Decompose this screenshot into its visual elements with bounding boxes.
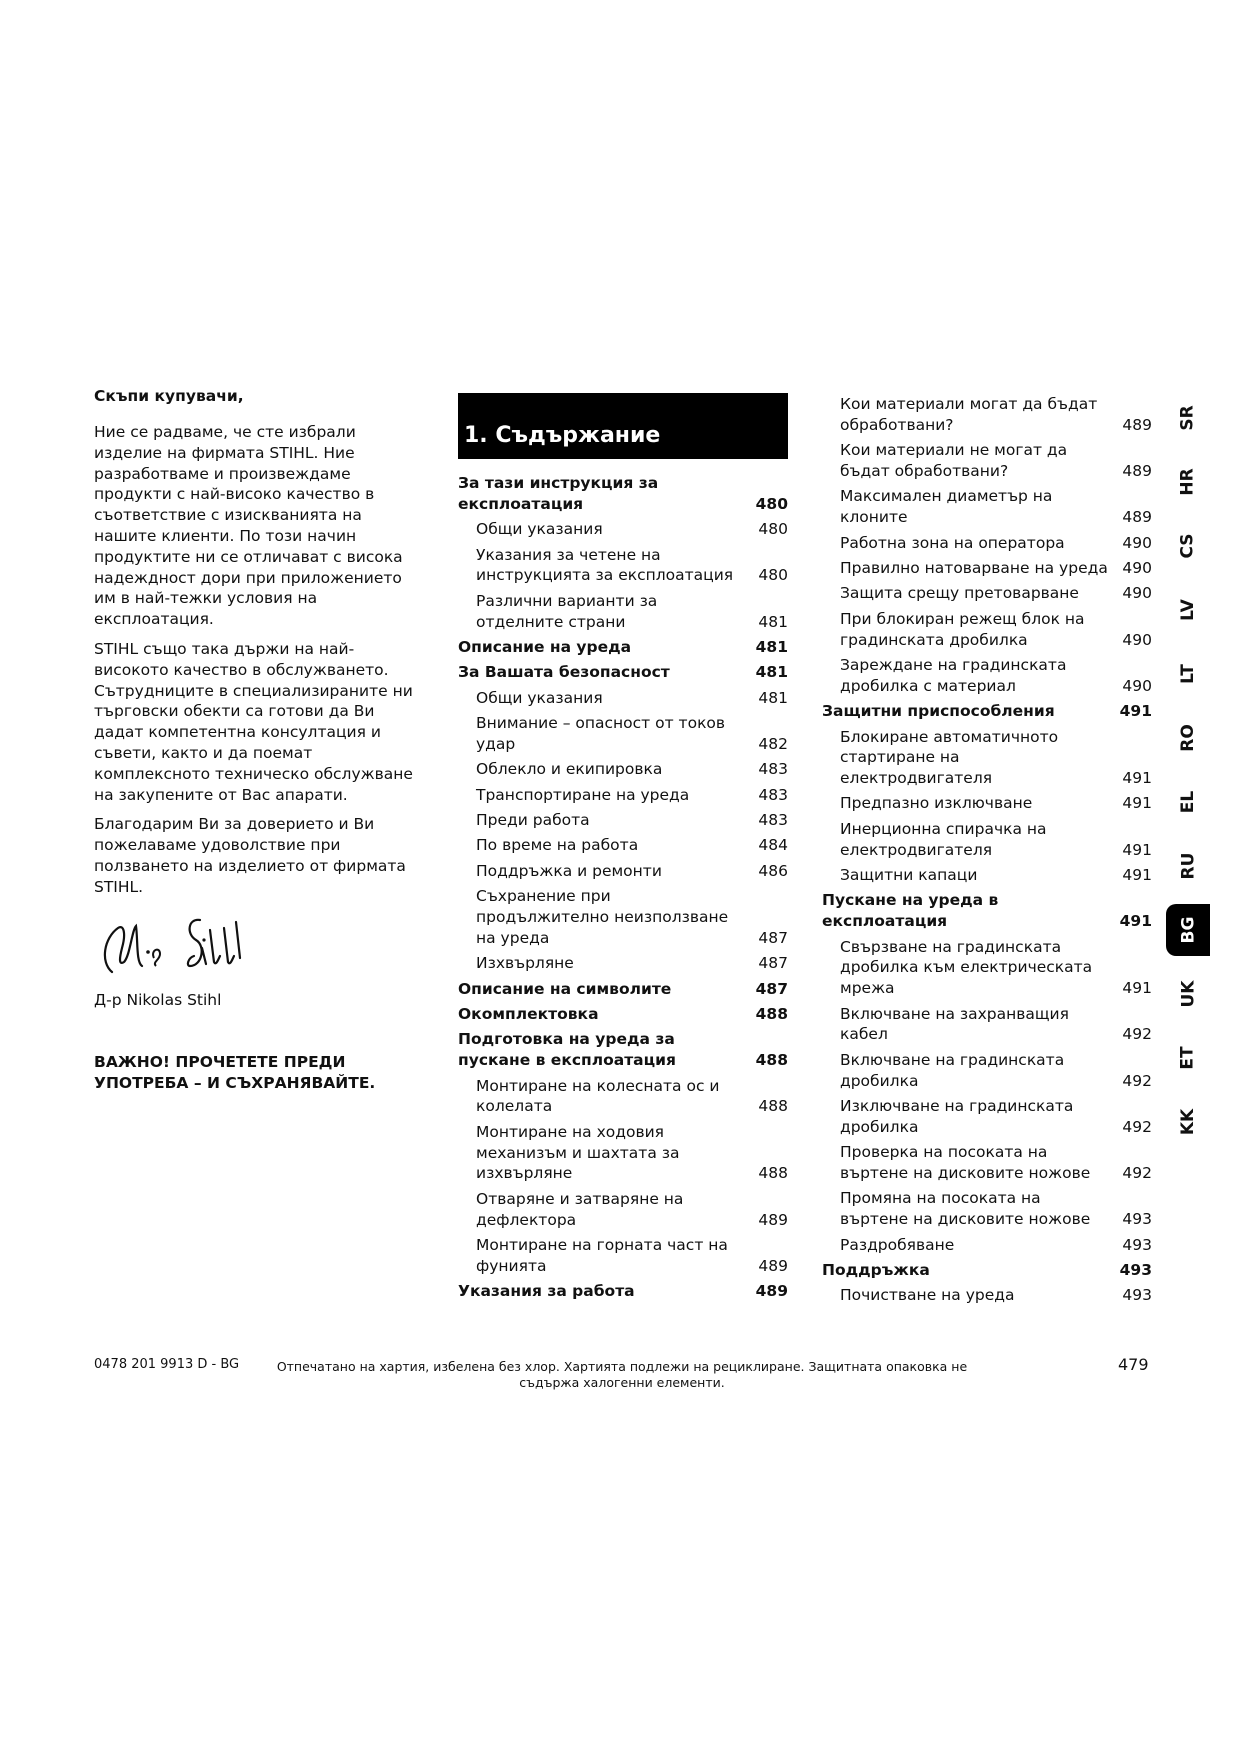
toc-section[interactable] — [822, 701, 1152, 722]
toc-subsection[interactable] — [822, 486, 1152, 528]
print-note: Отпечатано на хартия, избелена без хлор. Хартията подлежи на рециклиране. Защитната опаковка не съдържа халогенни елементи. — [276, 1359, 968, 1390]
toc-entry-title: По време на работа — [476, 836, 639, 855]
toc-entry-page: 491 — [1122, 769, 1152, 788]
toc-entry-page: 491 — [1122, 794, 1152, 813]
toc-entry-page: 480 — [758, 566, 788, 585]
toc-subsection[interactable] — [822, 558, 1152, 579]
toc-entry-title: Поддръжка и ремонти — [476, 861, 662, 880]
toc-entry-page: 487 — [758, 954, 788, 973]
toc-subsection[interactable] — [458, 861, 788, 882]
toc-entry-title: Зареждане на градинската дробилка с материал — [840, 655, 1067, 695]
toc-subsection[interactable] — [458, 545, 788, 587]
toc-entry-title: Преди работа — [476, 811, 590, 830]
toc-entry-title: Монтиране на колесната ос и колелата — [476, 1076, 720, 1116]
toc-entry-page: 488 — [758, 1164, 788, 1183]
toc-entry-page: 488 — [755, 1051, 788, 1070]
toc-entry-title: Промяна на посоката на въртене на дисковите ножове — [840, 1189, 1091, 1229]
toc-subsection[interactable] — [822, 583, 1152, 604]
toc-entry-page: 490 — [1122, 558, 1152, 577]
language-tab-ru[interactable] — [1166, 840, 1210, 892]
toc-entry-page: 486 — [758, 861, 788, 880]
toc-list-1 — [458, 473, 788, 1302]
letter-paragraph-3: Благодарим Ви за доверието и Ви пожелаваме удоволствие при ползването на изделието от фирмата STIHL. — [94, 815, 406, 896]
toc-entry-title: Отваряне и затваряне на дефлектора — [476, 1189, 684, 1229]
toc-entry-page: 483 — [758, 760, 788, 779]
toc-entry-page: 490 — [1122, 584, 1152, 603]
toc-subsection[interactable] — [822, 394, 1152, 436]
toc-entry-title: Правилно натоварване на уреда — [840, 558, 1108, 577]
toc-entry-page: 484 — [758, 836, 788, 855]
toc-entry-title: Кои материали могат да бъдат обработвани? — [840, 395, 1098, 434]
toc-section[interactable] — [458, 473, 788, 515]
important-notice: ВАЖНО! ПРОЧЕТЕТЕ ПРЕДИ УПОТРЕБА – И СЪХРАНЯВАЙТЕ. — [94, 1053, 376, 1092]
toc-subsection[interactable] — [458, 1189, 788, 1231]
toc-entry-page: 487 — [755, 979, 788, 998]
toc-subsection[interactable] — [822, 1285, 1152, 1306]
toc-entry-page: 492 — [1122, 1163, 1152, 1182]
toc-entry-title: Подготовка на уреда за пускане в експлоатация — [458, 1030, 676, 1070]
language-tab-label: SR — [1178, 405, 1198, 431]
toc-subsection[interactable] — [822, 865, 1152, 886]
language-tab-bg[interactable] — [1166, 904, 1210, 956]
toc-title-text: 1. Съдържание — [464, 423, 661, 448]
toc-entry-page: 491 — [1122, 866, 1152, 885]
toc-entry-title: При блокиран режещ блок на градинската дробилка — [840, 609, 1085, 649]
document-code: 0478 201 9913 D - BG — [94, 1357, 240, 1372]
language-tab-label: LT — [1178, 664, 1198, 684]
toc-entry-page: 482 — [758, 734, 788, 753]
language-tab-label: BG — [1177, 916, 1198, 944]
toc-title — [458, 393, 788, 459]
toc-entry-page: 493 — [1122, 1286, 1152, 1305]
toc-entry-title: Облекло и екипировка — [476, 760, 663, 779]
toc-entry-title: Окомплектовка — [458, 1005, 599, 1024]
language-tab-label: RO — [1177, 724, 1198, 752]
toc-entry-title: Описание на уреда — [458, 637, 632, 656]
toc-subsection[interactable] — [458, 519, 788, 540]
language-tab-lt[interactable] — [1166, 648, 1210, 700]
toc-subsection[interactable] — [458, 688, 788, 709]
toc-section[interactable] — [458, 637, 788, 658]
toc-entry-page: 491 — [1122, 979, 1152, 998]
toc-entry-page: 490 — [1122, 676, 1152, 695]
toc-entry-title: Предпазно изключване — [840, 794, 1033, 813]
toc-entry-page: 489 — [758, 1256, 788, 1275]
toc-subsection[interactable] — [458, 713, 788, 755]
toc-subsection[interactable] — [458, 953, 788, 974]
toc-entry-page: 490 — [1122, 630, 1152, 649]
toc-entry-page: 480 — [758, 520, 788, 539]
toc-section[interactable] — [822, 890, 1152, 932]
language-tab-label: LV — [1178, 599, 1198, 621]
toc-subsection[interactable] — [822, 533, 1152, 554]
language-tab-label: RU — [1178, 852, 1198, 880]
language-tabs — [1166, 392, 1210, 1152]
language-tab-cs[interactable] — [1166, 520, 1210, 572]
toc-entry-title: Включване на захранващия кабел — [840, 1004, 1069, 1044]
toc-entry-title: Транспортиране на уреда — [476, 785, 690, 804]
toc-subsection[interactable] — [458, 1076, 788, 1118]
language-tab-kk[interactable] — [1166, 1096, 1210, 1148]
toc-entry-page: 481 — [758, 612, 788, 631]
page-number: 479 — [1118, 1355, 1149, 1374]
letter-greeting: Скъпи купувачи, — [94, 387, 244, 405]
toc-entry-title: Различни варианти за отделните страни — [476, 591, 658, 631]
toc-subsection[interactable] — [822, 609, 1152, 651]
toc-entry-page: 491 — [1119, 912, 1152, 931]
toc-entry-page: 489 — [758, 1210, 788, 1229]
toc-entry-title: За Вашата безопасност — [458, 663, 670, 682]
toc-entry-page: 481 — [755, 663, 788, 682]
toc-entry-title: Раздробяване — [840, 1235, 955, 1254]
toc-entry-title: Свързване на градинската дробилка към електрическата мрежа — [840, 937, 1093, 998]
toc-subsection[interactable] — [458, 1122, 788, 1184]
language-tab-label: UK — [1177, 980, 1198, 1008]
toc-entry-title: Указания за работа — [458, 1282, 635, 1301]
signature-image — [90, 900, 260, 990]
toc-subsection[interactable] — [822, 1050, 1152, 1092]
toc-entry-page: 492 — [1122, 1025, 1152, 1044]
toc-entry-title: Максимален диаметър на клоните — [840, 487, 1053, 527]
toc-entry-title: Монтиране на горната част на фунията — [476, 1235, 728, 1275]
toc-subsection[interactable] — [458, 1235, 788, 1277]
toc-section[interactable] — [458, 1004, 788, 1025]
toc-subsection[interactable] — [458, 886, 788, 948]
language-tab-ro[interactable] — [1166, 712, 1210, 764]
welcome-letter — [94, 386, 424, 907]
language-tab-el[interactable] — [1166, 776, 1210, 828]
letter-paragraph-1: Ние се радваме, че сте избрали изделие на фирмата STIHL. Ние разработваме и произвеждаме продукти с най-високо качество в съответствие с изискванията на нашите клиенти. По този начин продуктите ни се отличават с висока надеждност дори при приложението им в най-тежки условия на експлоатация. — [94, 423, 403, 629]
language-tab-label: EL — [1177, 790, 1198, 814]
toc-entry-page: 490 — [1122, 533, 1152, 552]
toc-entry-title: Поддръжка — [822, 1260, 930, 1279]
toc-entry-page: 487 — [758, 928, 788, 947]
toc-entry-title: Изключване на градинската дробилка — [840, 1097, 1074, 1136]
toc-entry-title: Указания за четене на инструкцията за експлоатация — [476, 545, 734, 585]
toc-entry-page: 493 — [1122, 1235, 1152, 1254]
toc-entry-title: Внимание – опасност от токов удар — [476, 714, 726, 753]
toc-section[interactable] — [822, 1260, 1152, 1281]
toc-entry-page: 489 — [755, 1282, 788, 1301]
language-tab-et[interactable] — [1166, 1032, 1210, 1084]
toc-entry-title: Общи указания — [476, 688, 603, 707]
toc-entry-page: 492 — [1122, 1117, 1152, 1136]
language-tab-sr[interactable] — [1166, 392, 1210, 444]
toc-entry-page: 493 — [1122, 1210, 1152, 1229]
toc-subsection[interactable] — [822, 1004, 1152, 1046]
toc-entry-title: Проверка на посоката на въртене на дисковите ножове — [840, 1143, 1091, 1182]
toc-subsection[interactable] — [822, 793, 1152, 814]
signature-name: Д-р Nikolas Stihl — [94, 991, 222, 1009]
toc-entry-page: 493 — [1119, 1260, 1152, 1279]
toc-subsection[interactable] — [458, 759, 788, 780]
toc-entry-page: 483 — [758, 785, 788, 804]
toc-entry-page: 491 — [1122, 840, 1152, 859]
toc-column-1 — [458, 393, 788, 1307]
toc-entry-page: 492 — [1122, 1071, 1152, 1090]
language-tab-uk[interactable] — [1166, 968, 1210, 1020]
toc-subsection[interactable] — [822, 1096, 1152, 1138]
toc-entry-page: 488 — [755, 1005, 788, 1024]
toc-subsection[interactable] — [458, 785, 788, 806]
toc-entry-title: Изхвърляне — [476, 954, 574, 973]
toc-subsection[interactable] — [822, 1142, 1152, 1184]
toc-section[interactable] — [458, 1281, 788, 1302]
language-tab-hr[interactable] — [1166, 456, 1210, 508]
toc-entry-title: Съхранение при продължително неизползване на уреда — [476, 887, 729, 947]
toc-subsection[interactable] — [822, 1235, 1152, 1256]
toc-entry-title: Кои материали не могат да бъдат обработвани? — [840, 441, 1068, 480]
toc-subsection[interactable] — [458, 835, 788, 856]
toc-entry-title: Защитни капаци — [840, 866, 978, 885]
toc-subsection[interactable] — [822, 655, 1152, 697]
toc-subsection[interactable] — [822, 819, 1152, 861]
toc-column-2 — [822, 394, 1152, 1311]
toc-list-2 — [822, 394, 1152, 1306]
toc-section[interactable] — [458, 979, 788, 1000]
toc-entry-page: 480 — [755, 494, 788, 513]
language-tab-lv[interactable] — [1166, 584, 1210, 636]
letter-paragraph-2: STIHL също така държи на най-високото качество в обслужването. Сътрудниците в специализираните ни търговски обекти са готови да Ви дадат компетентна консултация и съвети, както и да поемат комплексното техническо обслужване на закупените от Вас апарати. — [94, 639, 413, 804]
toc-entry-title: Работна зона на оператора — [840, 533, 1065, 552]
toc-entry-page: 481 — [755, 637, 788, 656]
toc-entry-page: 489 — [1122, 415, 1152, 434]
toc-subsection[interactable] — [458, 810, 788, 831]
toc-subsection[interactable] — [822, 937, 1152, 999]
toc-subsection[interactable] — [822, 727, 1152, 789]
toc-entry-page: 483 — [758, 811, 788, 830]
toc-subsection[interactable] — [822, 440, 1152, 482]
toc-entry-title: Защитни приспособления — [822, 702, 1055, 721]
language-tab-label: ET — [1178, 1046, 1198, 1070]
toc-entry-page: 489 — [1122, 508, 1152, 527]
toc-entry-title: Почистване на уреда — [840, 1286, 1015, 1305]
toc-entry-title: За тази инструкция за експлоатация — [458, 474, 659, 513]
language-tab-label: KK — [1177, 1108, 1198, 1136]
toc-entry-title: Инерционна спирачка на електродвигателя — [840, 819, 1047, 859]
toc-section[interactable] — [458, 1029, 788, 1071]
toc-entry-page: 488 — [758, 1097, 788, 1116]
toc-subsection[interactable] — [822, 1188, 1152, 1230]
language-tab-label: HR — [1177, 468, 1198, 496]
toc-entry-title: Защита срещу претоварване — [840, 584, 1079, 603]
toc-entry-title: Описание на символите — [458, 979, 672, 998]
toc-subsection[interactable] — [458, 591, 788, 633]
toc-entry-page: 489 — [1122, 461, 1152, 480]
toc-entry-title: Включване на градинската дробилка — [840, 1050, 1065, 1090]
language-tab-label: CS — [1177, 533, 1198, 559]
toc-entry-page: 491 — [1119, 702, 1152, 721]
toc-entry-title: Пускане на уреда в експлоатация — [822, 891, 999, 931]
toc-entry-title: Монтиране на ходовия механизъм и шахтата за изхвърляне — [476, 1122, 680, 1183]
toc-entry-title: Общи указания — [476, 520, 603, 539]
toc-entry-title: Блокиране автоматичното стартиране на електродвигателя — [840, 727, 1059, 788]
toc-entry-page: 481 — [758, 688, 788, 707]
toc-section[interactable] — [458, 662, 788, 683]
